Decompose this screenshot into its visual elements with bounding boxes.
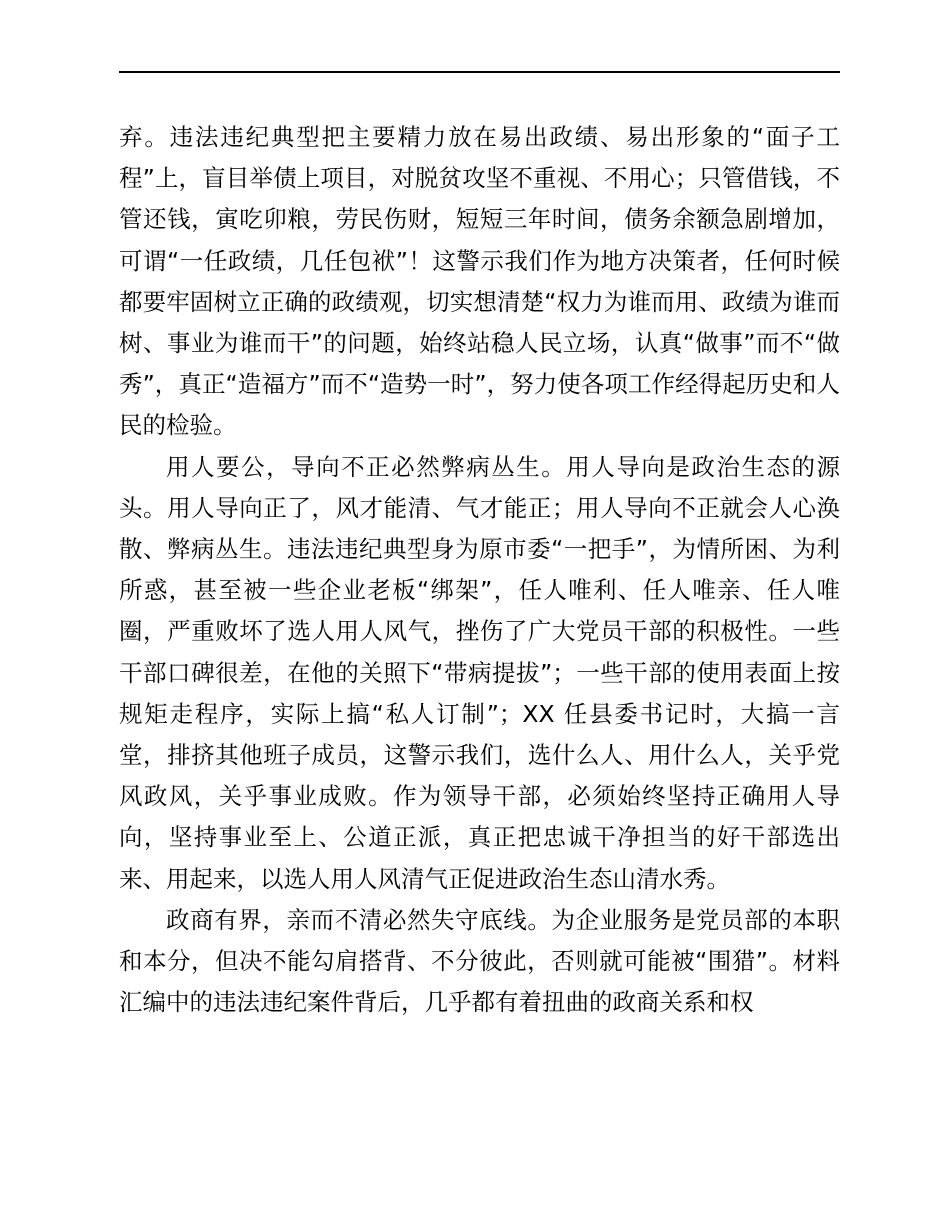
paragraph-continued: 弃。违法违纪典型把主要精力放在易出政绩、易出形象的“面子工程”上，盲目举债上项目，对脱贫攻坚不重视、不用心；只管借钱，不管还钱，寅吃卯粮，劳民伤财，短短三年时间，债务余额急剧增加，可谓“一任政绩，几任包袱”！这警示我们作为地方决策者，任何时候都要牢固树立正确的政绩观，切实想清楚“权力为谁而用、政绩为谁而树、事业为谁而干”的问题，始终站稳人民立场，认真“做事”而不“做秀”，真正“造福方”而不“造势一时”，努力使各项工作经得起历史和人民的检验。 bbox=[119, 123, 840, 440]
paragraph-personnel: 用人要公，导向不正必然弊病丛生。用人导向是政治生态的源头。用人导向正了，风才能清、气才能正；用人导向不正就会人心涣散、弊病丛生。违法违纪典型身为原市委“一把手”，为情所困、为利所惑，甚至被一些企业老板“绑架”，任人唯利、任人唯亲、任人唯圈，严重败坏了选人用人风气，挫伤了广大党员干部的积极性。一些干部口碑很差，在他的关照下“带病提拔”；一些干部的使用表面上按规矩走程序，实际上搞“私人订制”；XX 任县委书记时，大搞一言堂，排挤其他班子成员，这警示我们，选什么人、用什么人，关乎党风政风，关乎事业成败。作为领导干部，必须始终坚持正确用人导向，坚持事业至上、公道正派，真正把忠诚干净担当的好干部选出来、用起来，以选人用人风清气正促进政治生态山清水秀。 bbox=[119, 452, 840, 893]
header-rule bbox=[119, 71, 840, 73]
document-body bbox=[119, 117, 840, 1023]
paragraph-government-business: 政商有界，亲而不清必然失守底线。为企业服务是党员部的本职和本分，但决不能勾肩搭背、不分彼此，否则就可能被“围猎”。材料汇编中的违法违纪案件背后，几乎都有着扭曲的政商关系和权 bbox=[119, 905, 840, 1017]
